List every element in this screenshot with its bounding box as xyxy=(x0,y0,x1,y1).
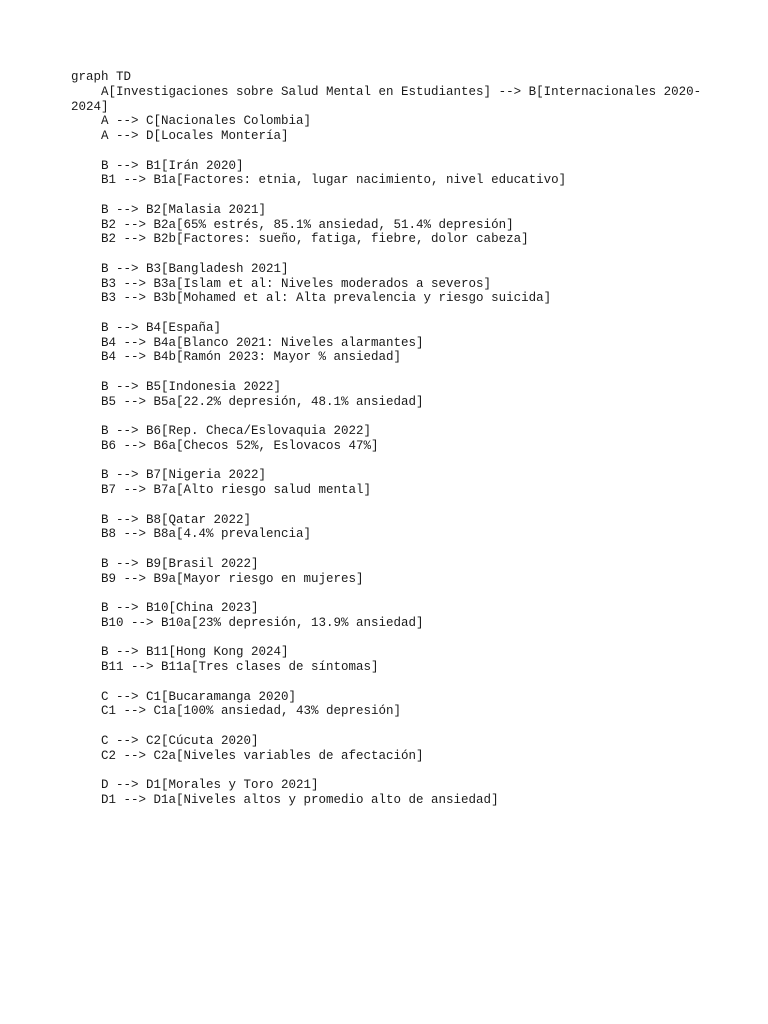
edge-line: B --> B2[Malasia 2021] xyxy=(101,202,267,217)
edge-line: B7 --> B7a[Alto riesgo salud mental] xyxy=(101,483,372,497)
edge-group xyxy=(71,557,711,587)
blank-line xyxy=(71,542,711,557)
blank-line xyxy=(71,719,711,734)
edge-line: C --> C1[Bucaramanga 2020] xyxy=(101,689,297,704)
edge-group xyxy=(71,380,711,410)
graph-header-line: graph TD xyxy=(71,70,132,84)
edge-line: B3 --> B3a[Islam et al: Niveles moderados a severos] xyxy=(101,276,492,291)
edge-line: B4 --> B4a[Blanco 2021: Niveles alarmantes] xyxy=(101,335,424,350)
root-edge-line: A --> C[Nacionales Colombia] xyxy=(101,114,312,129)
edge-line: B --> B9[Brasil 2022] xyxy=(101,556,259,571)
root-edge-line: A[Investigaciones sobre Salud Mental en Estudiantes] --> B[Internacionales 2020-2024] xyxy=(71,84,702,114)
edge-line: B --> B8[Qatar 2022] xyxy=(101,512,252,527)
blank-line xyxy=(71,365,711,380)
blank-line xyxy=(71,454,711,469)
blank-line xyxy=(71,409,711,424)
edge-line: B5 --> B5a[22.2% depresión, 48.1% ansiedad] xyxy=(101,394,424,409)
edge-line: B --> B3[Bangladesh 2021] xyxy=(101,261,289,276)
edge-line: C1 --> C1a[100% ansiedad, 43% depresión] xyxy=(101,704,402,719)
blank-line xyxy=(71,188,711,203)
edge-group xyxy=(71,645,711,675)
edge-line: B --> B10[China 2023] xyxy=(101,601,259,615)
edge-line: B4 --> B4b[Ramón 2023: Mayor % ansiedad] xyxy=(101,350,402,365)
edge-group xyxy=(71,321,711,365)
edge-group xyxy=(71,159,711,189)
edge-line: B11 --> B11a[Tres clases de síntomas] xyxy=(101,660,379,674)
edge-line: B10 --> B10a[23% depresión, 13.9% ansiedad] xyxy=(101,615,424,630)
edge-line: B8 --> B8a[4.4% prevalencia] xyxy=(101,527,312,542)
edge-line: D1 --> D1a[Niveles altos y promedio alto de ansiedad] xyxy=(101,792,499,807)
blank-line xyxy=(71,144,711,159)
edge-line: B6 --> B6a[Checos 52%, Eslovacos 47%] xyxy=(101,438,379,453)
edge-group xyxy=(71,690,711,720)
edge-group xyxy=(71,468,711,498)
edge-group xyxy=(71,601,711,631)
edge-line: B --> B1[Irán 2020] xyxy=(101,158,244,173)
edge-line: B --> B7[Nigeria 2022] xyxy=(101,468,267,483)
edge-line: B --> B5[Indonesia 2022] xyxy=(101,379,282,394)
edge-line: B9 --> B9a[Mayor riesgo en mujeres] xyxy=(101,571,364,586)
edge-group xyxy=(71,203,711,247)
edge-line: B3 --> B3b[Mohamed et al: Alta prevalencia y riesgo suicida] xyxy=(101,291,552,306)
blank-line xyxy=(71,675,711,690)
edge-line: B2 --> B2b[Factores: sueño, fatiga, fiebre, dolor cabeza] xyxy=(101,232,529,247)
blank-line xyxy=(71,586,711,601)
root-edge-line: A --> D[Locales Montería] xyxy=(101,129,289,143)
blank-line xyxy=(71,306,711,321)
blank-line xyxy=(71,763,711,778)
edge-group xyxy=(71,778,711,808)
edge-line: C --> C2[Cúcuta 2020] xyxy=(101,733,259,748)
edge-group xyxy=(71,734,711,764)
edge-line: D --> D1[Morales y Toro 2021] xyxy=(101,778,319,792)
mermaid-code-document xyxy=(71,70,711,808)
blank-line xyxy=(71,631,711,646)
edge-line: B2 --> B2a[65% estrés, 85.1% ansiedad, 51.4% depresión] xyxy=(101,217,514,232)
blank-line xyxy=(71,247,711,262)
edge-line: B --> B4[España] xyxy=(101,320,222,335)
blank-line xyxy=(71,498,711,513)
edge-line: B1 --> B1a[Factores: etnia, lugar nacimiento, nivel educativo] xyxy=(101,173,567,188)
edge-groups xyxy=(71,144,711,808)
edge-group xyxy=(71,424,711,454)
edge-line: C2 --> C2a[Niveles variables de afectación] xyxy=(101,748,424,763)
edge-group xyxy=(71,262,711,306)
edge-line: B --> B11[Hong Kong 2024] xyxy=(101,645,289,660)
edge-group xyxy=(71,513,711,543)
edge-line: B --> B6[Rep. Checa/Eslovaquia 2022] xyxy=(101,424,372,438)
